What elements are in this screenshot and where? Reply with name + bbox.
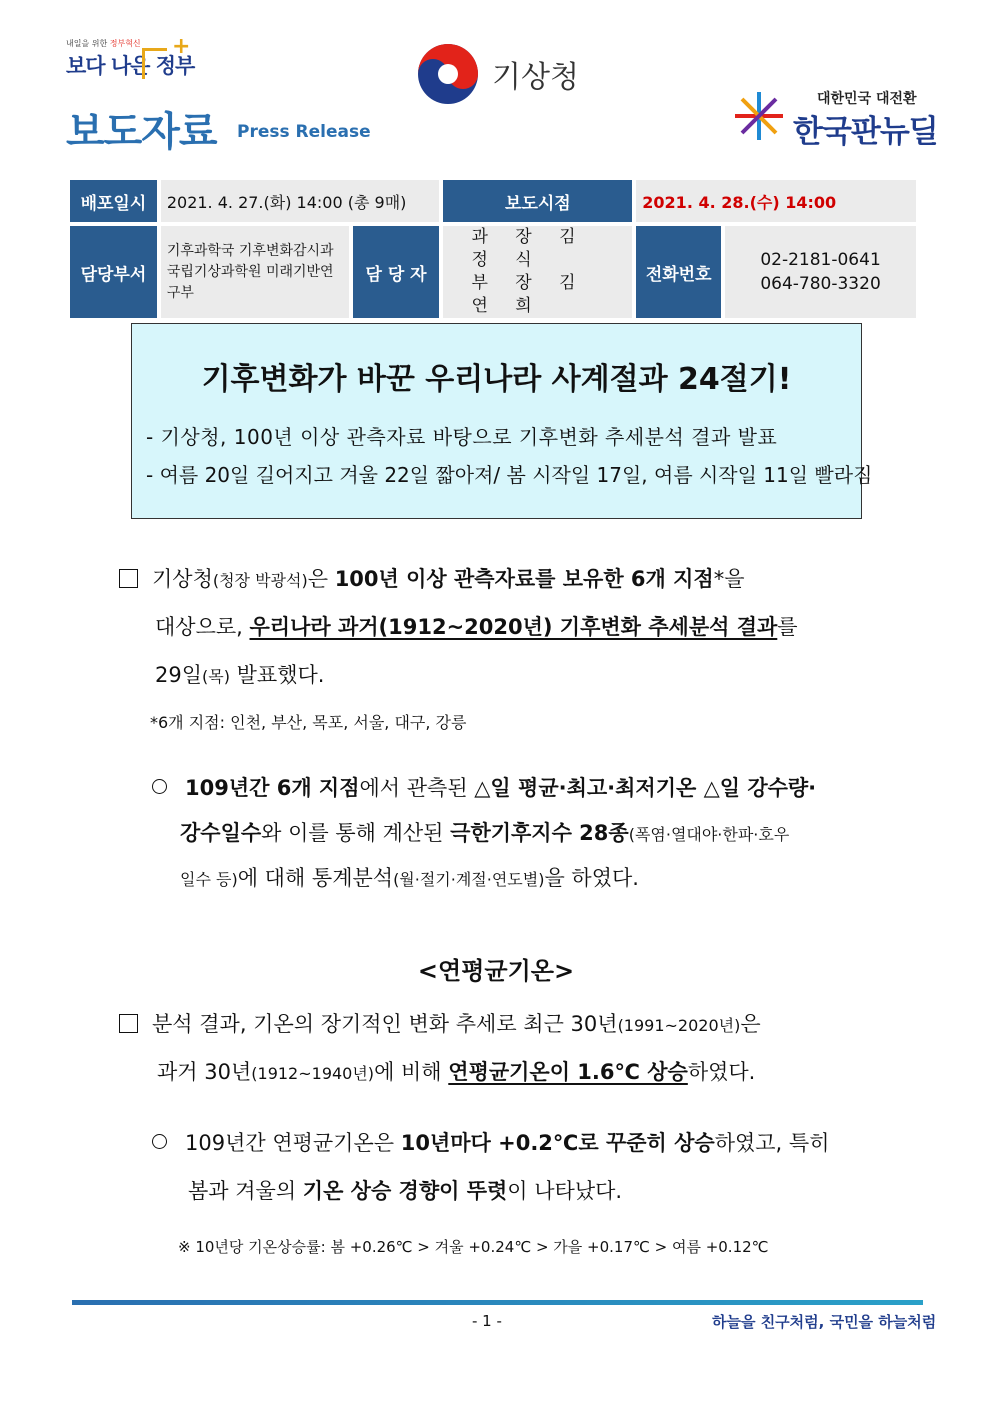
headline-subtitle-1: - 기상청, 100년 이상 관측자료 바탕으로 기후변화 추세분석 결과 발표 <box>146 425 778 449</box>
text-span: 하였다. <box>687 1060 756 1084</box>
paragraph-2-line-3 <box>180 863 639 895</box>
new-deal-tagline: 대한민국 대전환 <box>817 91 917 107</box>
new-deal-star-icon <box>733 90 785 142</box>
department-line-1: 기후과학국 기후변화감시과 <box>166 242 334 259</box>
staff-line-2: 부 장 김 연 희 <box>471 273 587 316</box>
release-info-table <box>66 176 920 322</box>
staff-label: 담 당 자 <box>353 226 440 318</box>
paragraph-4-line-1 <box>152 1128 829 1158</box>
text-span: 대상으로, <box>155 615 250 639</box>
emphasis-text: △일 평균·최고·최저기온 △일 강수량· <box>474 776 817 800</box>
text-span: (1912~1940년) <box>251 1064 375 1083</box>
text-span: 과거 30년 <box>157 1060 252 1084</box>
headline-title: 기후변화가 바꾼 우리나라 사계절과 24절기! <box>201 362 792 397</box>
text-span: 109년간 연평균기온은 <box>185 1131 401 1155</box>
embargo-value: 2021. 4. 28.(수) 14:00 <box>636 180 916 222</box>
gov-tagline-prefix: 내일을 위한 <box>66 39 108 48</box>
underlined-emphasis: 우리나라 과거(1912~2020년) 기후변화 추세분석 결과 <box>249 615 778 639</box>
emphasis-text: 강수일수 <box>180 821 262 845</box>
checkbox-bullet-icon <box>119 1014 138 1033</box>
text-span: (1991~2020년) <box>617 1016 741 1035</box>
headline-subtitle-2: - 여름 20일 길어지고 겨울 22일 짧아져/ 봄 시작일 17일, 여름 시작일 11일 빨라짐 <box>146 463 873 487</box>
text-span: (목) <box>202 667 230 686</box>
circle-bullet-icon <box>152 779 167 794</box>
text-span: 을 하였다. <box>544 866 639 890</box>
footer-slogan: 하늘을 친구처럼, 국민을 하늘처럼 <box>712 1313 937 1331</box>
paragraph-3-line-1 <box>119 1009 761 1041</box>
circle-bullet-icon <box>152 1134 167 1149</box>
paragraph-4-line-2 <box>188 1176 622 1206</box>
text-span: 29일 <box>155 663 203 687</box>
footer-divider <box>72 1300 923 1305</box>
paragraph-1-line-1 <box>119 564 745 596</box>
underlined-emphasis: 연평균기온이 1.6℃ 상승 <box>448 1060 688 1084</box>
staff-value <box>443 226 632 318</box>
text-span: 에 비해 <box>374 1060 449 1084</box>
new-deal-logo-text: 한국판뉴딜 <box>793 114 938 150</box>
emphasis-text: 기온 상승 경향이 뚜렷 <box>302 1179 508 1203</box>
text-span: *을 <box>713 567 745 591</box>
table-row <box>70 226 916 318</box>
text-span: (폭염·열대야·한파·호우 <box>628 825 790 844</box>
emphasis-text: 109년간 6개 지점 <box>185 776 360 800</box>
paragraph-1-line-2 <box>155 612 798 642</box>
paragraph-3-line-2 <box>157 1057 755 1089</box>
phone-1: 02-2181-0641 <box>760 250 881 270</box>
note: ※ 10년당 기온상승률: 봄 +0.26℃ > 겨울 +0.24℃ > 가을 +0.17℃ > 여름 +0.12℃ <box>178 1238 769 1256</box>
text-span: 분석 결과, 기온의 장기적인 변화 추세로 최근 30년 <box>152 1012 618 1036</box>
footnote: *6개 지점: 인천, 부산, 목포, 서울, 대구, 강릉 <box>150 713 467 732</box>
plus-icon: + <box>172 34 191 59</box>
gov-innovation-logo <box>66 34 206 90</box>
text-span: 와 이를 통해 계산된 <box>261 821 451 845</box>
taegeuk-emblem-icon <box>416 42 480 106</box>
paragraph-2-line-1 <box>152 773 816 803</box>
table-row <box>70 180 916 222</box>
phone-value <box>725 226 916 318</box>
text-span: 은 <box>740 1012 761 1036</box>
text-span: 에서 관측된 <box>359 776 475 800</box>
text-span: 발표했다. <box>229 663 325 687</box>
text-span: 봄과 겨울의 <box>188 1179 303 1203</box>
text-span: 은 <box>307 567 335 591</box>
distribution-value: 2021. 4. 27.(화) 14:00 (총 9매) <box>161 180 440 222</box>
text-span: 에 대해 통계분석 <box>237 866 394 890</box>
press-release-subtitle: Press Release <box>237 122 371 142</box>
text-span: 일수 등) <box>180 870 238 889</box>
text-span: (청장 박광석) <box>212 571 308 590</box>
press-release-title: 보도자료 <box>66 109 217 155</box>
paragraph-2-line-2 <box>180 818 789 850</box>
embargo-label: 보도시점 <box>443 180 632 222</box>
checkbox-bullet-icon <box>119 569 138 588</box>
department-line-2: 국립기상과학원 미래기반연구부 <box>166 263 334 301</box>
emphasis-text: 10년마다 +0.2℃로 꾸준히 상승 <box>400 1131 715 1155</box>
bracket-icon <box>142 48 167 79</box>
distribution-label: 배포일시 <box>70 180 157 222</box>
section-title: <연평균기온> <box>417 957 575 985</box>
text-span: 를 <box>777 615 798 639</box>
emphasis-text: 100년 이상 관측자료를 보유한 6개 지점 <box>334 567 714 591</box>
text-span: 기상청 <box>152 567 213 591</box>
text-span: 하였고, 특히 <box>714 1131 830 1155</box>
text-span: (월·절기·계절·연도별) <box>393 870 545 889</box>
staff-line-1: 과 장 김 정 식 <box>471 227 587 270</box>
emphasis-text: 극한기후지수 28종 <box>450 821 629 845</box>
headline-box <box>131 323 873 519</box>
paragraph-1-line-3 <box>155 660 324 692</box>
gov-tagline-highlight: 정부혁신 <box>109 39 141 48</box>
page-number: - 1 - <box>472 1312 502 1330</box>
phone-2: 064-780-3320 <box>760 274 881 294</box>
department-label: 담당부서 <box>70 226 157 318</box>
text-span: 이 나타났다. <box>507 1179 623 1203</box>
agency-name: 기상청 <box>492 60 579 95</box>
phone-label: 전화번호 <box>636 226 721 318</box>
department-value <box>161 226 349 318</box>
gov-logo-tagline <box>66 38 141 49</box>
gov-logo-text: 보다 나은 정부 <box>66 54 195 78</box>
